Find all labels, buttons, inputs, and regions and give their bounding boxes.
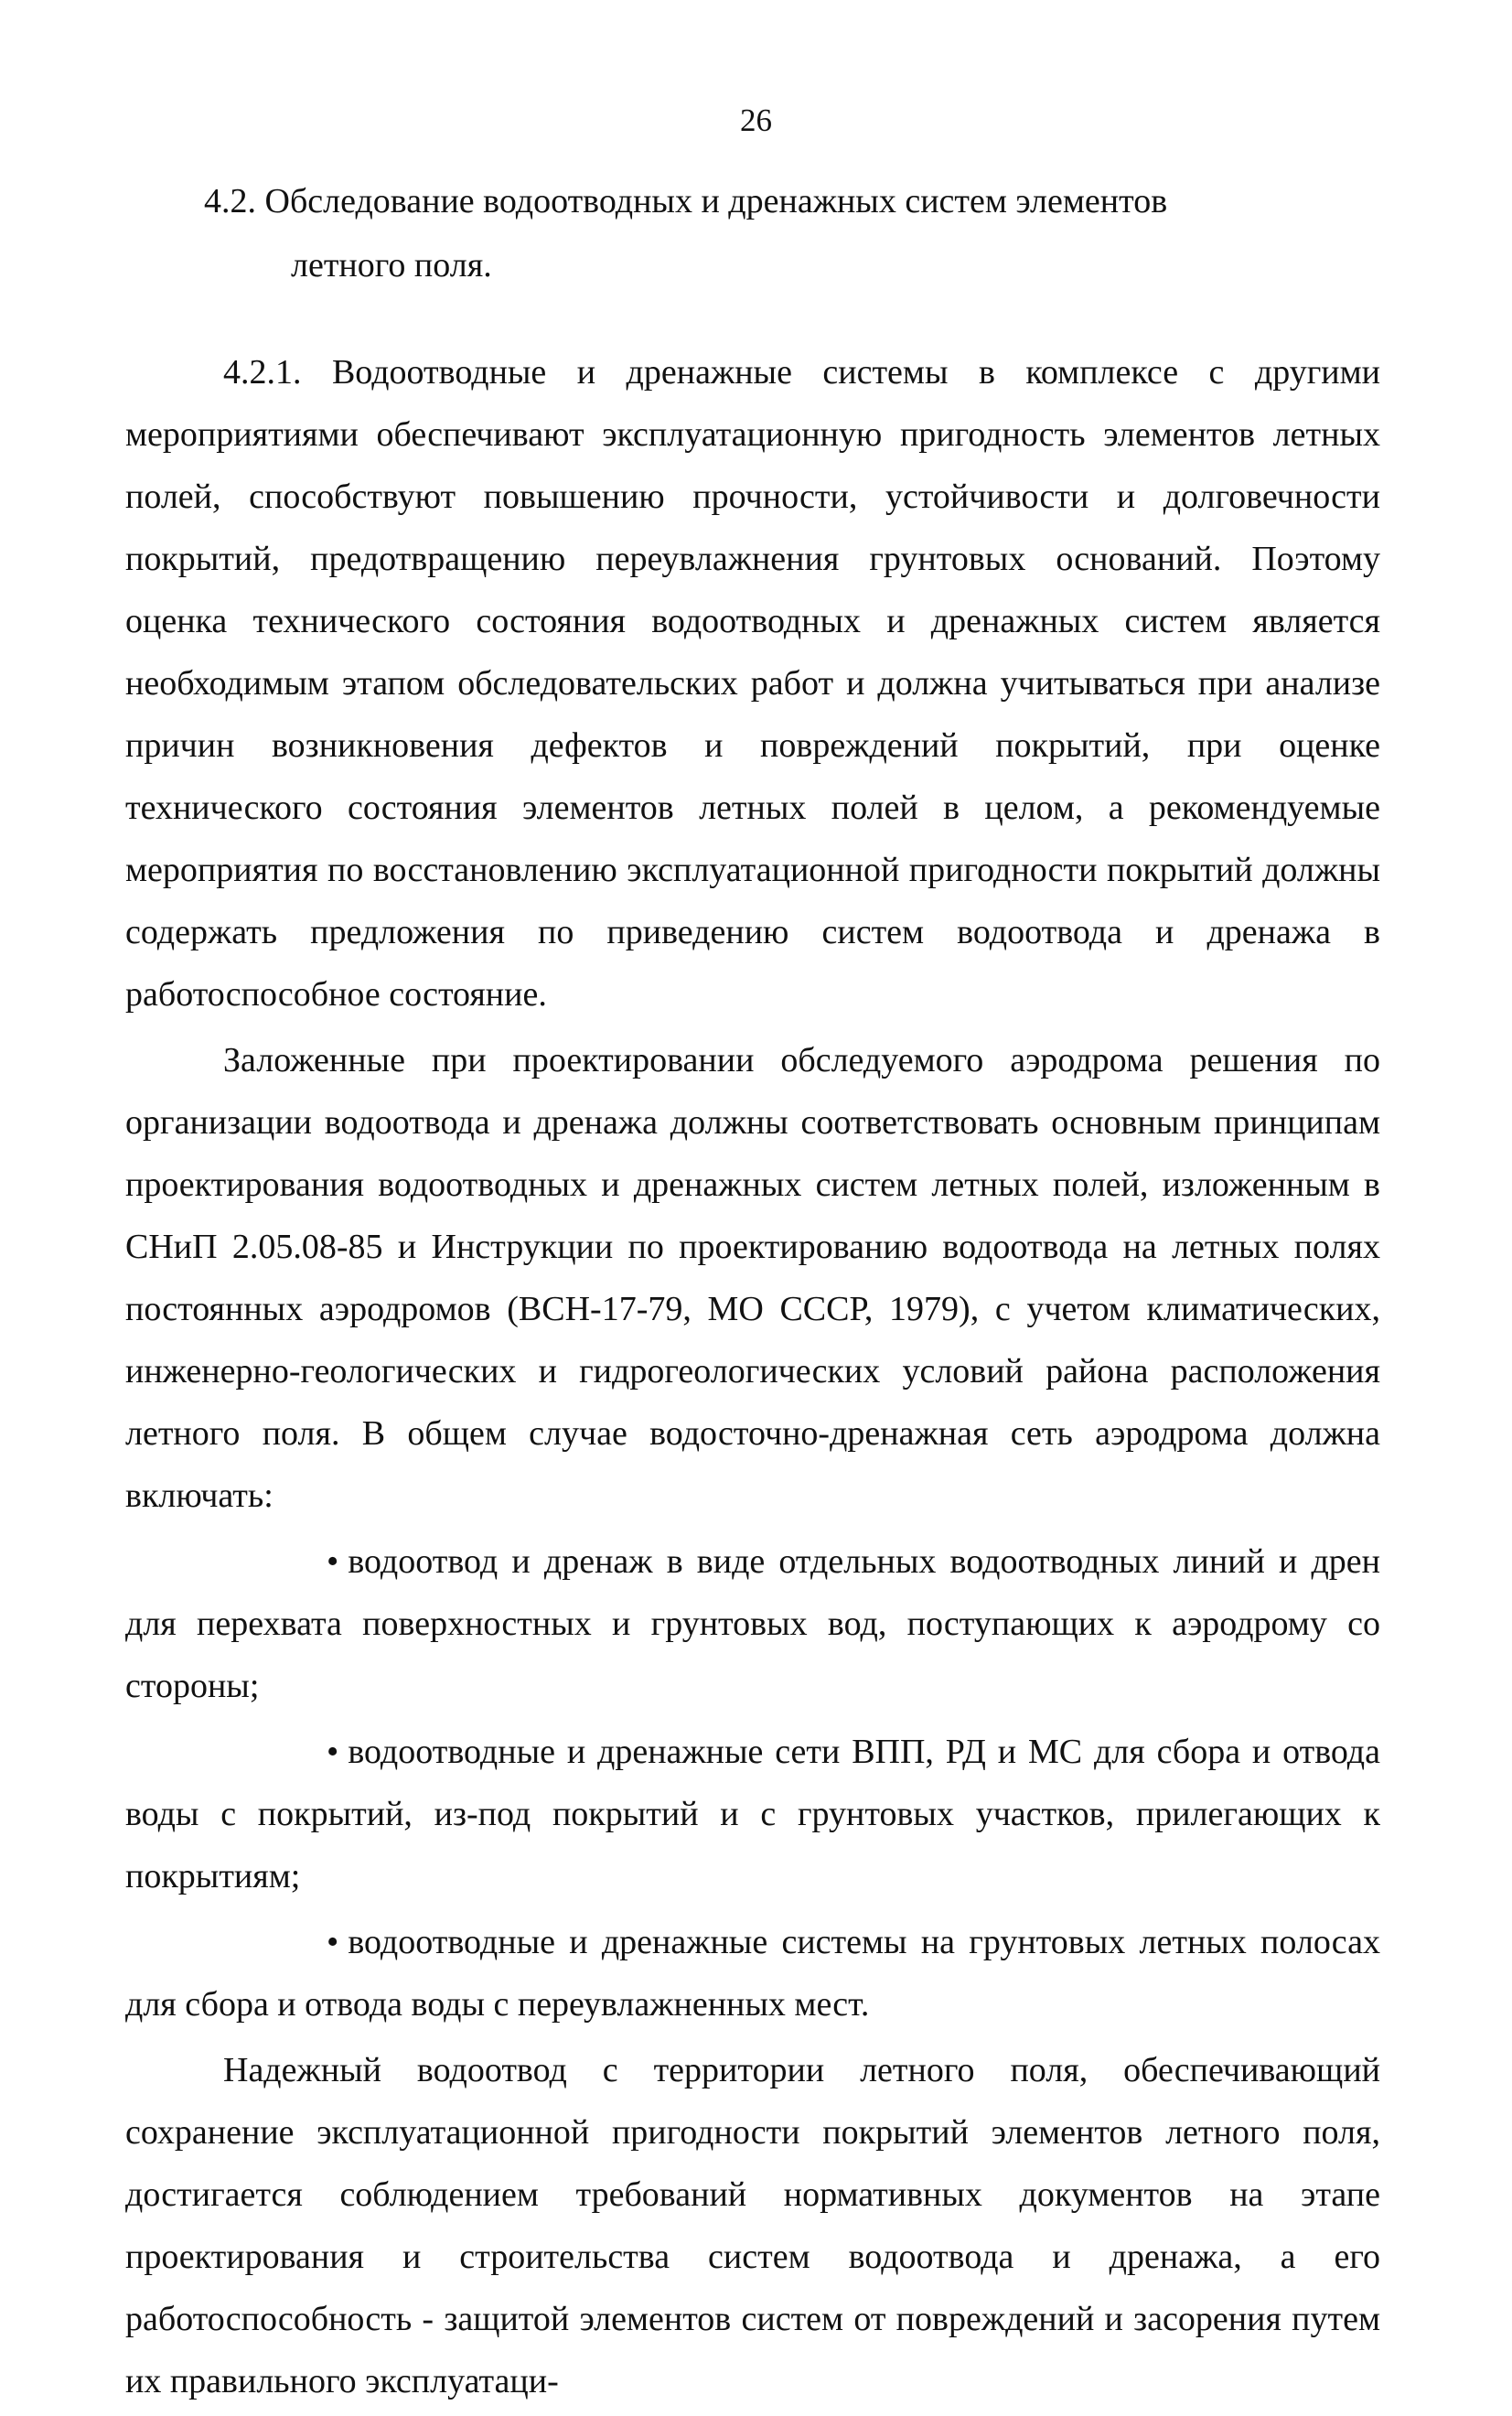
bullet-text: водоотвод и дренаж в виде отдельных водоотводных линий и дрен для перехвата поверхностных и грунтовых вод, поступающих к аэродрому со стороны; (125, 1542, 1380, 1705)
bullet-item (125, 1911, 1380, 2035)
bullet-item (125, 1721, 1380, 1907)
section-heading-line1: 4.2. Обследование водоотводных и дренажных систем элементов (204, 182, 1168, 220)
paragraph-design-principles: Заложенные при проектировании обследуемого аэродрома решения по организации водоотвода и дренажа должны соответствовать основным принципам проектирования водоотводных и дренажных систем летных полей, изложенным в СНиП 2.05.08-85 и Инструкции по проектированию водоотвода на летных полях постоянных аэродромов (ВСН-17-79, МО СССР, 1979), с учетом климатических, инженерно-геологических и гидрогеологических условий района расположения летного поля. В общем случае водосточно-дренажная сеть аэродрома должна включать: (125, 1041, 1380, 1515)
section-heading-line2: летного поля. (291, 246, 492, 285)
bullet-text: водоотводные и дренажные сети ВПП, РД и МС для сбора и отвода воды с покрытий, из-под покрытий и с грунтовых участков, прилегающих к покрытиям; (125, 1733, 1380, 1895)
section-heading (204, 169, 1256, 297)
paragraph-4-2-1: 4.2.1. Водоотводные и дренажные системы в комплексе с другими мероприятиями обеспечивают эксплуатационную пригодность элементов летных полей, способствуют повышению прочности, устойчивости и долговечности покрытий, предотвращению переувлажнения грунтовых оснований. Поэтому оценка технического состояния водоотводных и дренажных систем является необходимым этапом обследовательских работ и должна учитываться при анализе причин возникновения дефектов и повреждений покрытий, при оценке технического состояния элементов летных полей в целом, а рекомендуемые мероприятия по восстановлению эксплуатационной пригодности покрытий должны содержать предложения по приведению систем водоотвода и дренажа в работоспособное состояние. (125, 353, 1380, 1014)
bullet-mark: • (327, 1733, 339, 1771)
body-text (125, 341, 1380, 2416)
bullet-item (125, 1530, 1380, 1717)
bullet-mark: • (327, 1923, 339, 1961)
bullet-text: водоотводные и дренажные системы на грунтовых летных полосах для сбора и отвода воды с переувлажненных мест. (125, 1923, 1380, 2024)
page-number: 26 (740, 102, 772, 138)
paragraph-closing: Надежный водоотвод с территории летного поля, обеспечивающий сохранение эксплуатационной пригодности покрытий элементов летного поля, достигается соблюдением требований нормативных документов на этапе проектирования и строительства систем водоотвода и дренажа, а его работоспособность - защитой элементов систем от повреждений и засорения путем их правильного эксплуатаци- (125, 2051, 1380, 2400)
bullet-mark: • (327, 1542, 339, 1581)
